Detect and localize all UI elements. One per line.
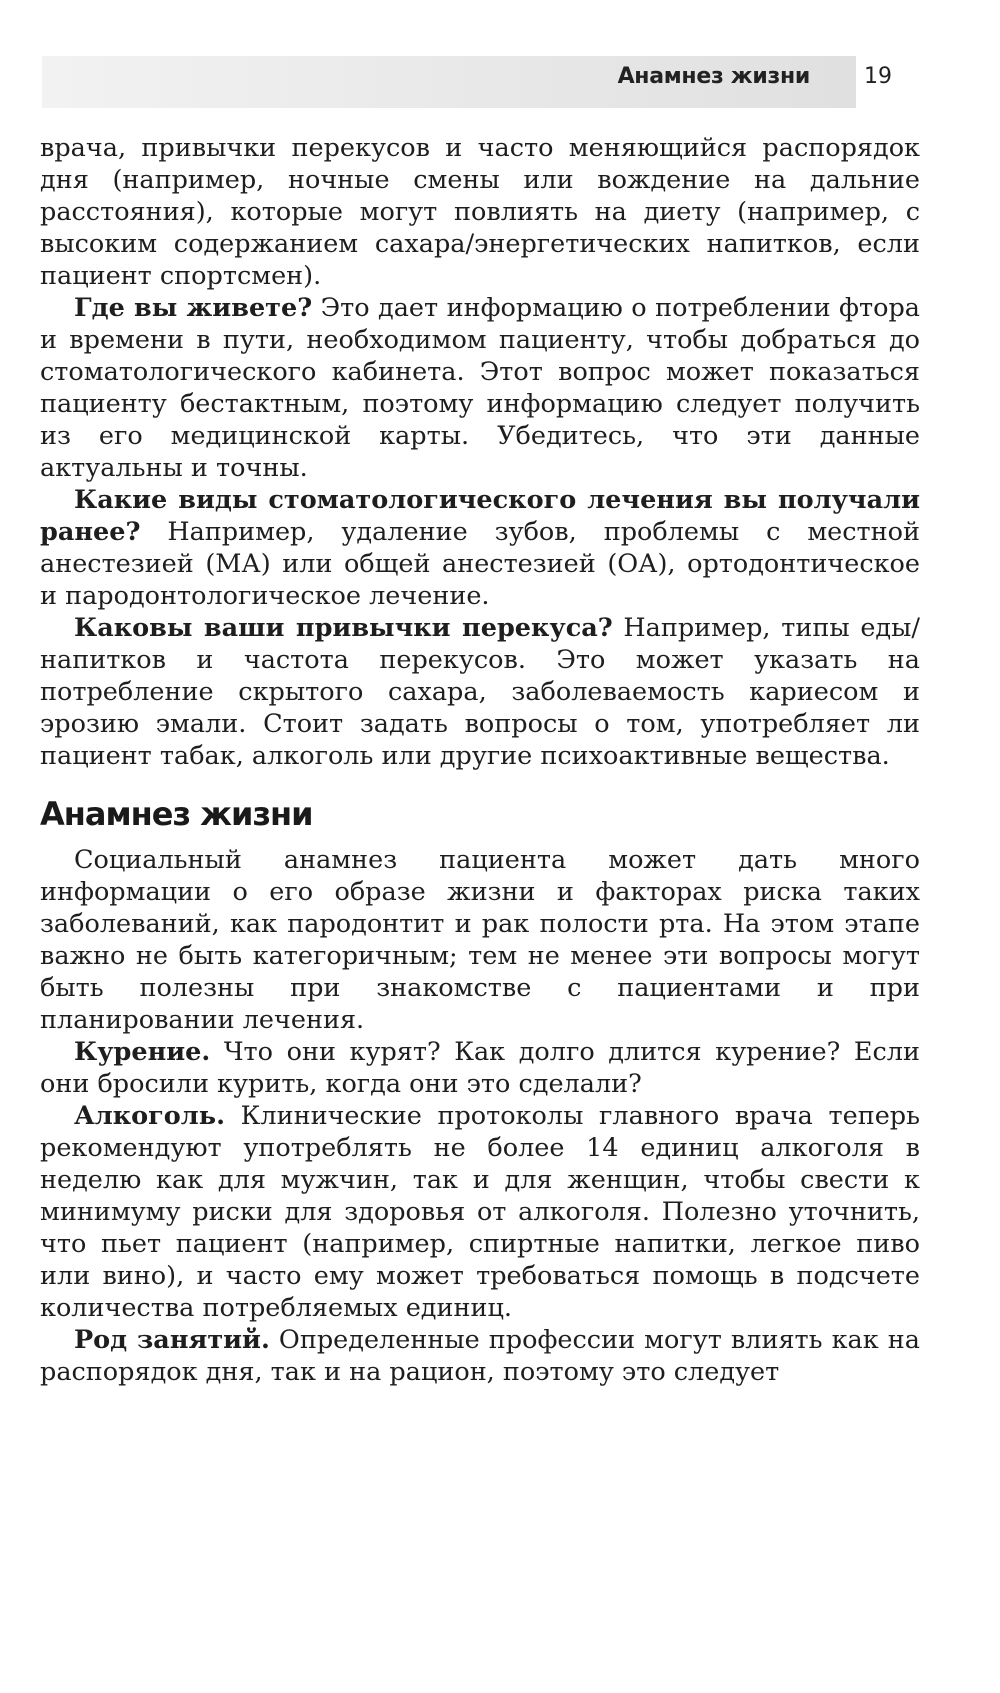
paragraph-text: Клинические протоколы главного врача теперь рекомендуют употреблять не более 14 единиц алкоголя в неделю как для мужчин, так и для женщин, чтобы свести к минимуму риски для здоровья от алкоголя. Полезно уточнить, что пьет пациент (например, спиртные напитки, легкое пиво или вино), и часто ему может требоваться помощь в подсчете количества потребляемых единиц. — [40, 1101, 920, 1323]
page-body — [40, 132, 920, 1388]
question-lead: Где вы живете? — [74, 293, 313, 323]
paragraph-text: Например, типы еды/напитков и частота перекусов. Это может указать на потребление скрытого сахара, заболеваемость кариесом и эрозию эмали. Стоит задать вопросы о том, употребляет ли пациент табак, алкоголь или другие психоактивные вещества. — [40, 613, 920, 771]
paragraph-text: врача, привычки перекусов и часто меняющийся распорядок дня (например, ночные смены или вождение на дальние расстояния), которые могут повлиять на диету (например, с высоким содержанием сахара/энергетических напитков, если пациент спортсмен). — [40, 133, 920, 291]
paragraph-smoking — [40, 1036, 920, 1100]
page-number: 19 — [864, 64, 892, 89]
paragraph-text: Это дает информацию о потреблении фтора и времени в пути, необходимом пациенту, чтобы добраться до стоматологического кабинета. Этот вопрос может показаться пациенту бестактным, поэтому информацию следует получить из его медицинской карты. Убедитесь, что эти данные актуальны и точны. — [40, 293, 921, 483]
section-heading: Анамнез жизни — [40, 795, 313, 833]
question-lead: Какие виды стоматологического лечения вы получали ранее? — [40, 485, 920, 547]
question-lead: Каковы ваши привычки перекуса? — [74, 613, 613, 643]
section-intro: Социальный анамнез пациента может дать много информации о его образе жизни и факторах риска таких заболеваний, как пародонтит и рак полости рта. На этом этапе важно не быть категоричным; тем не менее эти вопросы могут быть полезны при знакомстве с пациентами и при планировании лечения. — [40, 845, 920, 1035]
item-lead: Курение. — [74, 1037, 211, 1067]
paragraph-text: Например, удаление зубов, проблемы с местной анестезией (МА) или общей анестезией (ОА), ортодонтическое и пародонтологическое лечение. — [40, 517, 920, 611]
paragraph-alcohol — [40, 1100, 920, 1324]
paragraph-previous-treatment — [40, 484, 920, 612]
running-header-title: Анамнез жизни — [617, 64, 810, 89]
paragraph-continued — [40, 132, 920, 292]
item-lead: Алкоголь. — [74, 1101, 225, 1131]
paragraph-text: Определенные профессии могут влиять как на распорядок дня, так и на рацион, поэтому это следует — [40, 1325, 920, 1387]
paragraph-occupation — [40, 1324, 920, 1388]
item-lead: Род занятий. — [74, 1325, 270, 1355]
paragraph-text: Что они курят? Как долго длится курение? Если они бросили курить, когда они это сделали? — [40, 1037, 920, 1099]
paragraph-snacking — [40, 612, 920, 772]
paragraph-where-live — [40, 292, 920, 484]
